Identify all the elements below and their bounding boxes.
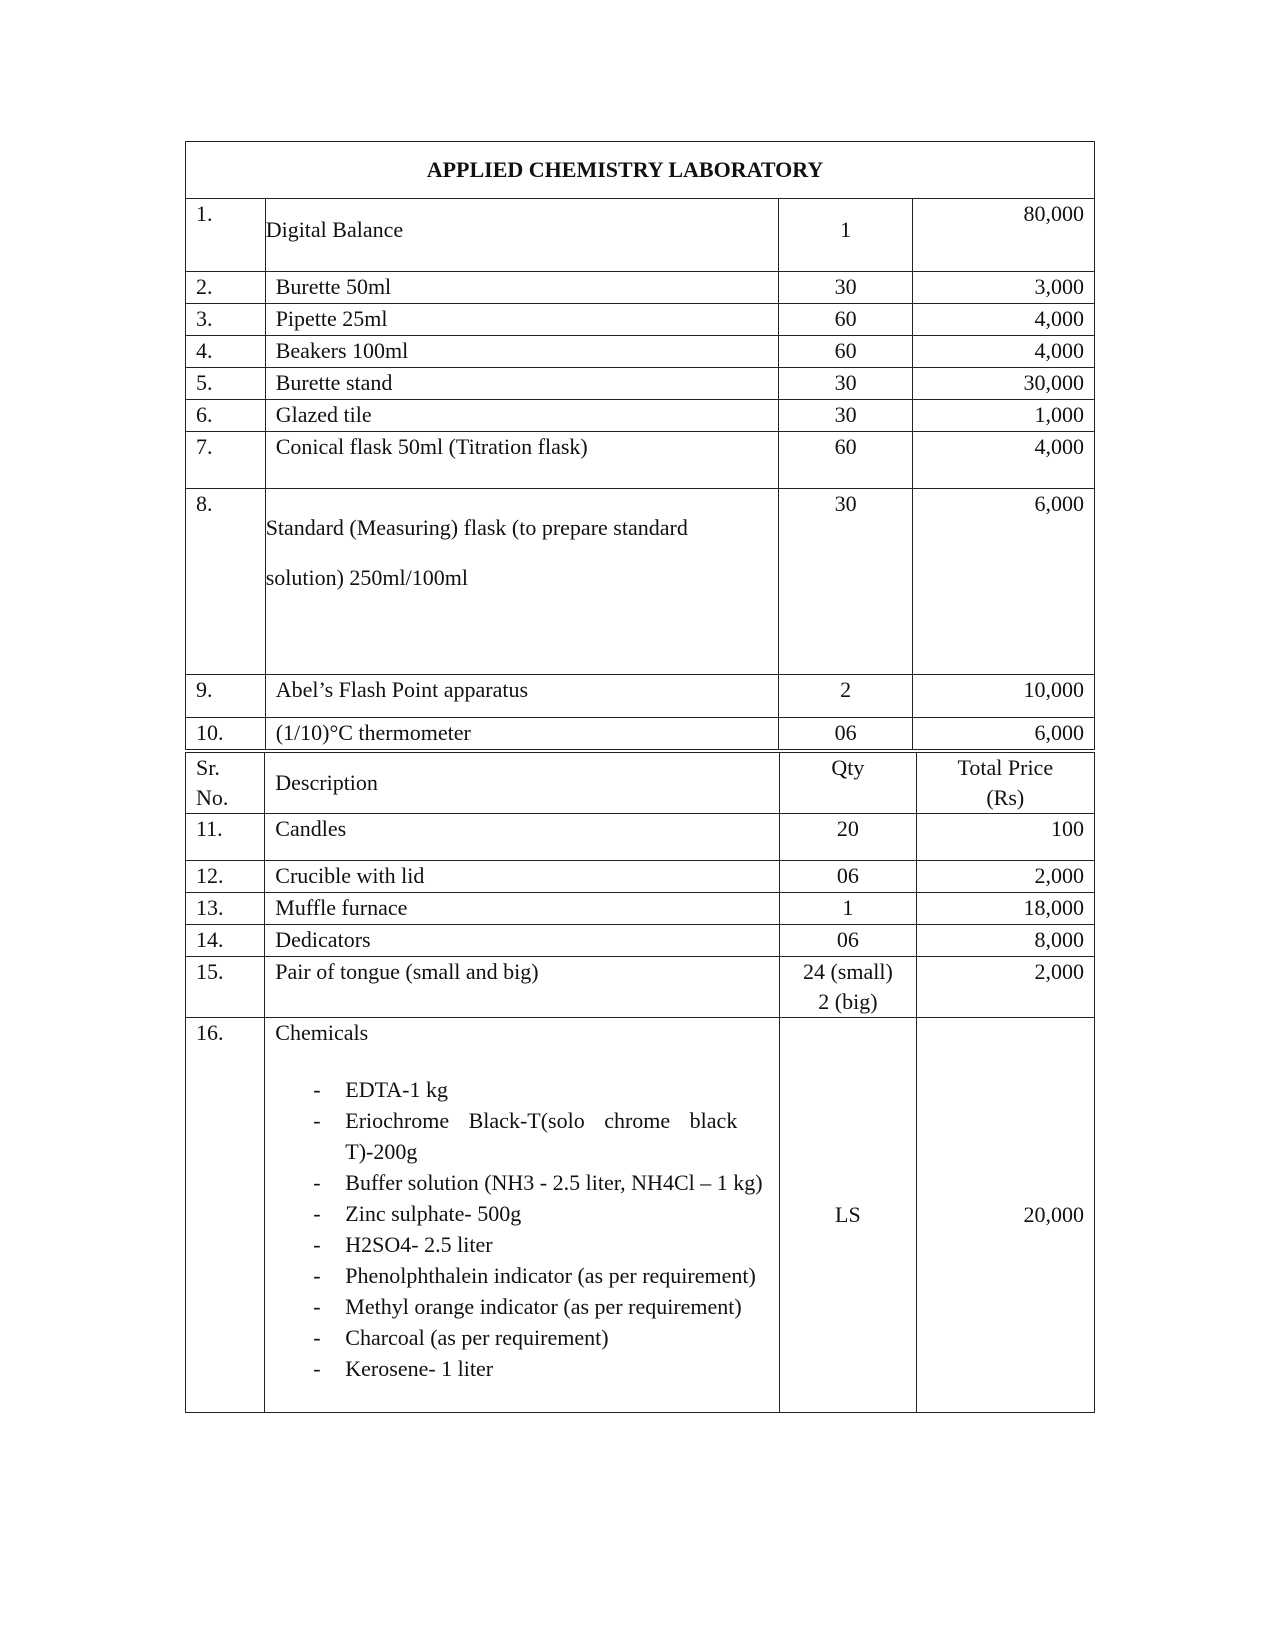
item-description: Digital Balance <box>265 199 779 272</box>
chemicals-list <box>275 1074 769 1384</box>
item-price: 2,000 <box>916 957 1094 1018</box>
item-description: Dedicators <box>265 925 780 957</box>
item-description <box>265 1018 780 1413</box>
header-sr-line: No. <box>196 785 229 810</box>
header-price-line: Total Price <box>957 755 1054 780</box>
item-description: Glazed tile <box>265 400 779 432</box>
header-total-price <box>916 753 1094 814</box>
item-qty: 20 <box>780 814 916 861</box>
item-qty-line: 2 (big) <box>818 989 878 1014</box>
sr-no: 12. <box>186 861 265 893</box>
item-qty: 30 <box>779 489 913 675</box>
list-item <box>275 1229 769 1260</box>
item-price: 1,000 <box>912 400 1094 432</box>
item-description: Abel’s Flash Point apparatus <box>265 675 779 718</box>
list-item <box>275 1198 769 1229</box>
item-qty: 1 <box>779 199 913 272</box>
bullet-dash: - <box>313 1201 321 1226</box>
item-price: 100 <box>916 814 1094 861</box>
sr-no: 14. <box>186 925 265 957</box>
sr-no: 2. <box>186 272 266 304</box>
equipment-table-2 <box>185 752 1095 1413</box>
sr-no: 9. <box>186 675 266 718</box>
sr-no: 16. <box>186 1018 265 1413</box>
header-description: Description <box>265 753 780 814</box>
item-description: Beakers 100ml <box>265 336 779 368</box>
item-description: Muffle furnace <box>265 893 780 925</box>
sr-no: 11. <box>186 814 265 861</box>
item-price: 4,000 <box>912 432 1094 489</box>
chemical-item: Phenolphthalein indicator (as per requirement) <box>345 1263 756 1288</box>
item-description: Pipette 25ml <box>265 304 779 336</box>
item-price: 20,000 <box>916 1018 1094 1413</box>
chemical-item: Zinc sulphate- 500g <box>345 1201 522 1226</box>
item-qty: 30 <box>779 368 913 400</box>
item-price: 6,000 <box>912 489 1094 675</box>
header-sr-no <box>186 753 265 814</box>
bullet-dash: - <box>313 1232 321 1257</box>
header-price-line: (Rs) <box>986 785 1025 810</box>
sr-no: 1. <box>186 199 266 272</box>
equipment-table-1 <box>185 141 1095 750</box>
sr-no: 4. <box>186 336 266 368</box>
item-price: 18,000 <box>916 893 1094 925</box>
item-description: Burette stand <box>265 368 779 400</box>
list-item <box>275 1167 769 1198</box>
item-price: 6,000 <box>912 718 1094 750</box>
header-qty: Qty <box>780 753 916 814</box>
item-description: (1/10)°C thermometer <box>265 718 779 750</box>
chemicals-heading: Chemicals <box>275 1020 369 1045</box>
item-description <box>265 489 779 675</box>
item-price: 2,000 <box>916 861 1094 893</box>
list-item <box>275 1291 769 1322</box>
lab-title: APPLIED CHEMISTRY LABORATORY <box>186 142 1095 199</box>
list-item <box>275 1074 769 1105</box>
item-qty: 1 <box>780 893 916 925</box>
sr-no: 8. <box>186 489 266 675</box>
item-description: Conical flask 50ml (Titration flask) <box>265 432 779 489</box>
bullet-dash: - <box>313 1170 321 1195</box>
bullet-dash: - <box>313 1263 321 1288</box>
item-description: Pair of tongue (small and big) <box>265 957 780 1018</box>
item-qty: 60 <box>779 432 913 489</box>
item-qty: LS <box>780 1018 916 1413</box>
chemical-item: H2SO4- 2.5 liter <box>345 1232 493 1257</box>
bullet-dash: - <box>313 1077 321 1102</box>
item-qty: 06 <box>779 718 913 750</box>
chemical-item: Methyl orange indicator (as per requirement) <box>345 1294 742 1319</box>
item-description: Burette 50ml <box>265 272 779 304</box>
list-item <box>275 1105 769 1167</box>
sr-no: 10. <box>186 718 266 750</box>
chemical-item: Eriochrome Black-T(solo chrome black T)-200g <box>345 1108 738 1164</box>
bullet-dash: - <box>313 1108 321 1133</box>
sr-no: 15. <box>186 957 265 1018</box>
table-header-row <box>186 753 1095 814</box>
item-description: Candles <box>265 814 780 861</box>
item-price: 80,000 <box>912 199 1094 272</box>
item-price: 8,000 <box>916 925 1094 957</box>
chemical-item: Kerosene- 1 liter <box>345 1356 494 1381</box>
item-qty <box>780 957 916 1018</box>
item-price: 30,000 <box>912 368 1094 400</box>
list-item <box>275 1353 769 1384</box>
item-price: 3,000 <box>912 272 1094 304</box>
item-price: 4,000 <box>912 304 1094 336</box>
bullet-dash: - <box>313 1294 321 1319</box>
chemical-item: Buffer solution (NH3 - 2.5 liter, NH4Cl – 1 kg) <box>345 1170 763 1195</box>
item-qty: 30 <box>779 272 913 304</box>
sr-no: 13. <box>186 893 265 925</box>
chemical-item: Charcoal (as per requirement) <box>345 1325 609 1350</box>
item-description-line: solution) 250ml/100ml <box>265 565 468 590</box>
sr-no: 7. <box>186 432 266 489</box>
item-qty: 60 <box>779 304 913 336</box>
sr-no: 6. <box>186 400 266 432</box>
item-price: 4,000 <box>912 336 1094 368</box>
item-qty: 60 <box>779 336 913 368</box>
item-description: Crucible with lid <box>265 861 780 893</box>
sr-no: 3. <box>186 304 266 336</box>
item-qty: 30 <box>779 400 913 432</box>
item-description-line: Standard (Measuring) flask (to prepare standard <box>265 515 688 540</box>
item-qty: 06 <box>780 861 916 893</box>
sr-no: 5. <box>186 368 266 400</box>
bullet-dash: - <box>313 1356 321 1381</box>
list-item <box>275 1260 769 1291</box>
item-qty: 2 <box>779 675 913 718</box>
item-qty: 06 <box>780 925 916 957</box>
item-price: 10,000 <box>912 675 1094 718</box>
chemical-item: EDTA-1 kg <box>345 1077 448 1102</box>
list-item <box>275 1322 769 1353</box>
header-sr-line: Sr. <box>196 755 220 780</box>
item-qty-line: 24 (small) <box>802 959 893 984</box>
bullet-dash: - <box>313 1325 321 1350</box>
